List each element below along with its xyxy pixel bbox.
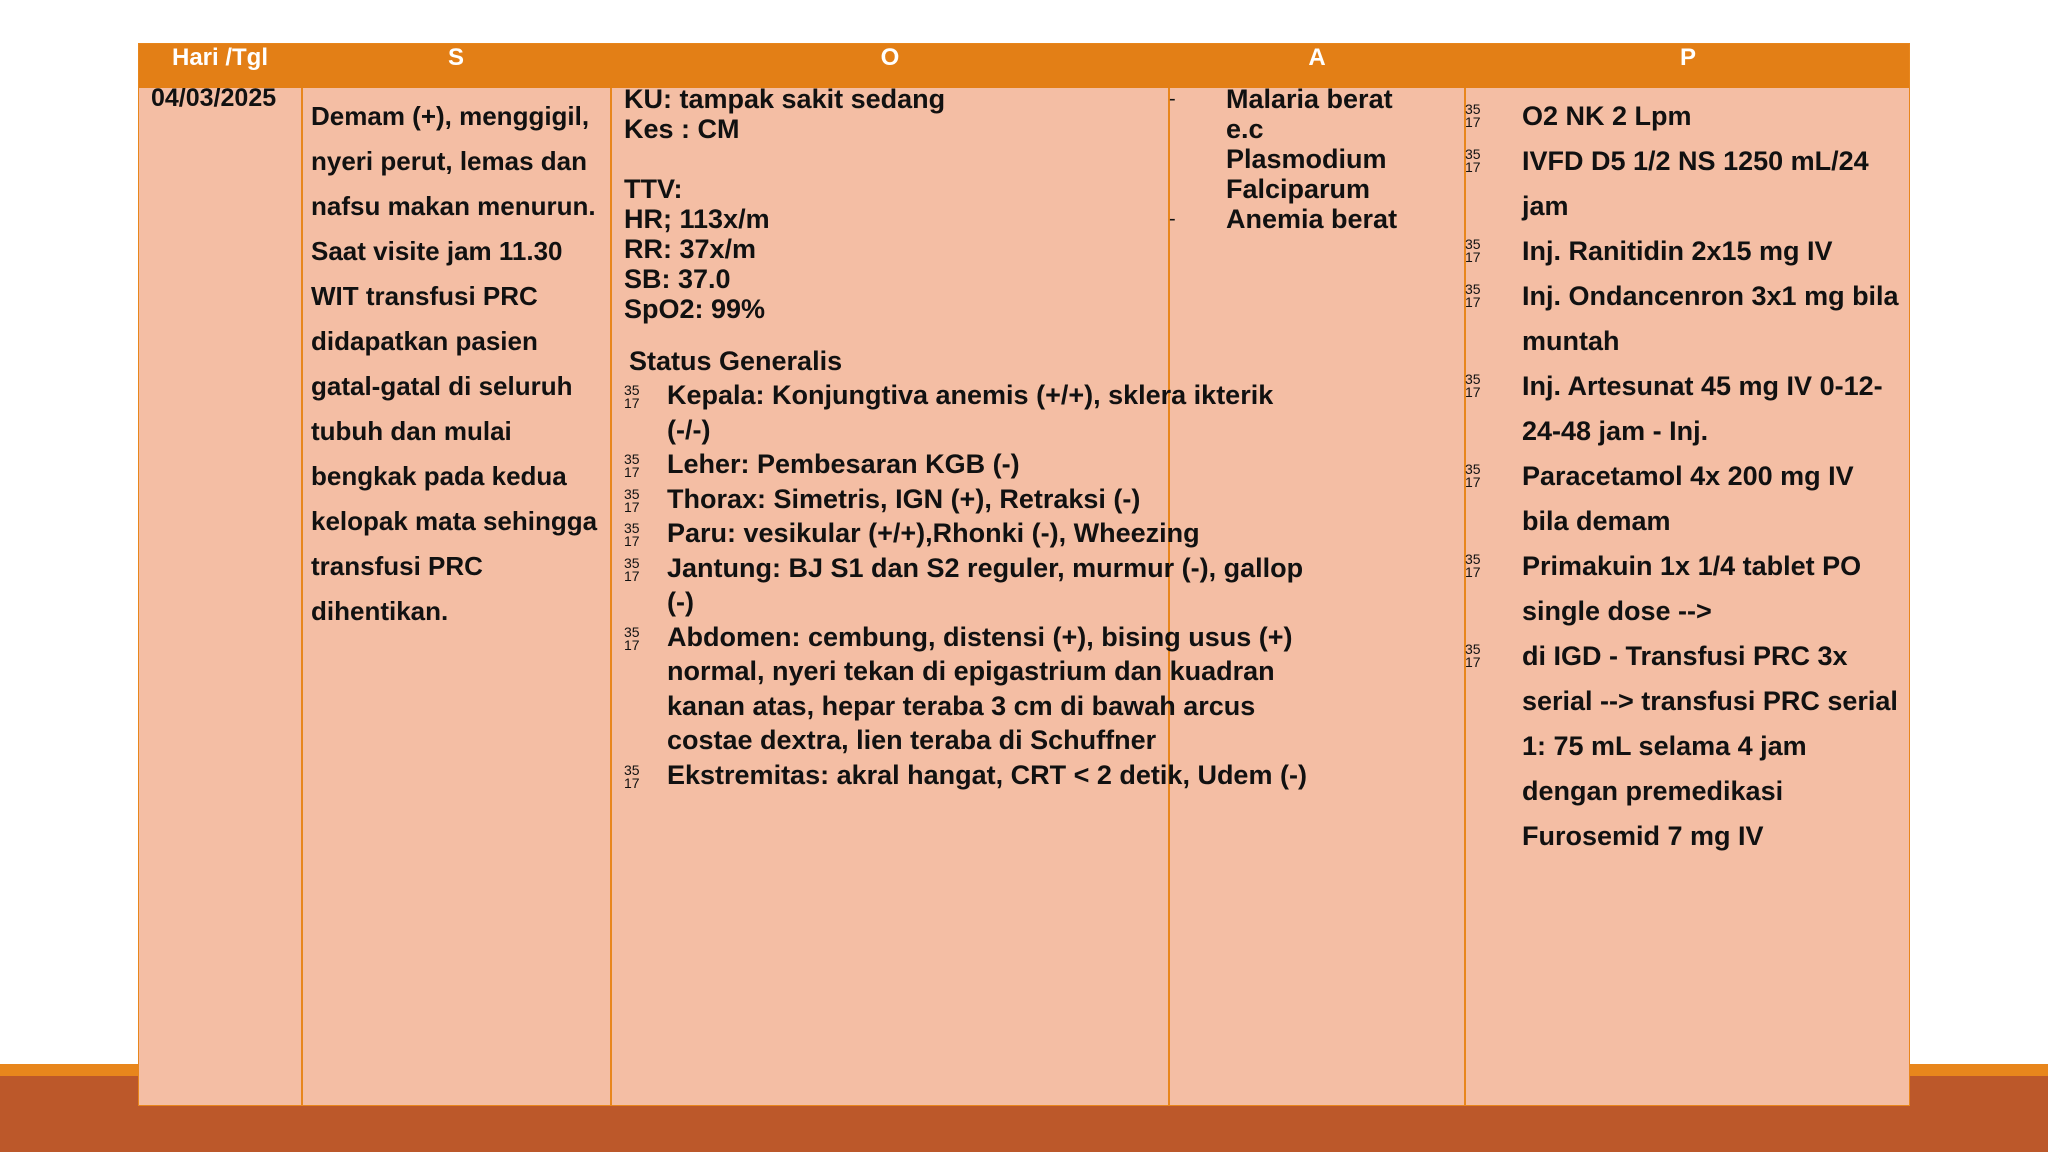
bullet-icon: 35 17 <box>1465 236 1481 265</box>
kes-text: Kes : CM <box>624 114 740 144</box>
header-hari-tgl: Hari /Tgl <box>171 44 268 71</box>
sb-text: SB: 37.0 <box>624 264 731 294</box>
bullet-icon: 35 17 <box>1465 461 1481 490</box>
plan-list <box>1465 94 1905 859</box>
list-item: 35 17 IVFD D5 1/2 NS 1250 mL/24 jam <box>1465 146 1869 221</box>
list-item: 35 17 Kepala: Konjungtiva anemis (+/+), sklera ikterik (-/-) <box>624 380 1274 445</box>
list-item: 35 17 Inj. Ranitidin 2x15 mg IV <box>1465 236 1833 266</box>
list-item: 35 17 Inj. Ondancenron 3x1 mg bila muntah <box>1465 281 1899 356</box>
bullet-icon: 35 17 <box>1465 551 1481 580</box>
column-divider <box>301 88 303 1105</box>
bullet-icon: 35 17 <box>624 761 640 791</box>
list-item: 35 17 Thorax: Simetris, IGN (+), Retraksi (-) <box>624 483 1141 515</box>
subjective-text: Demam (+), menggigil, nyeri perut, lemas dan nafsu makan menurun. Saat visite jam 11.30 WIT transfusi PRC didapatkan pasien gatal-gatal di seluruh tubuh dan mulai bengkak pada kedua kelopak mata sehingga transfusi PRC dihentikan. <box>311 101 598 626</box>
table-header <box>139 44 1909 88</box>
bullet-icon: 35 17 <box>624 554 640 584</box>
hr-text: HR; 113x/m <box>624 204 770 234</box>
list-item: 35 17 Abdomen: cembung, distensi (+), bising usus (+) normal, nyeri tekan di epigastrium dan kuadran kanan atas, hepar teraba 3 cm di bawah arcus costae dextra, lien teraba di Schuffner <box>624 621 1293 755</box>
assessment-cell <box>1169 84 1419 234</box>
list-item: 35 17 Leher: Pembesaran KGB (-) <box>624 449 1020 480</box>
bullet-icon: 35 17 <box>624 382 640 411</box>
bullet-icon: 35 17 <box>1465 641 1481 670</box>
header-s: S <box>447 44 464 71</box>
list-item: 35 17 Ekstremitas: akral hangat, CRT < 2 detik, Udem (-) <box>624 759 1307 791</box>
spo2-text: SpO2: 99% <box>624 294 766 324</box>
header-p: P <box>1679 44 1696 71</box>
header-a: A <box>1308 44 1326 71</box>
dash-icon: - <box>1169 88 1176 110</box>
bullet-icon: 35 17 <box>624 623 640 653</box>
ku-text: KU: tampak sakit sedang <box>624 84 946 114</box>
bullet-icon: 35 17 <box>624 485 640 515</box>
list-item: 35 17 di IGD - Transfusi PRC 3x serial --> transfusi PRC serial 1: 75 mL selama 4 jam dengan premedikasi Furosemid 7 mg IV <box>1465 641 1898 851</box>
list-item: 35 17 Inj. Artesunat 45 mg IV 0-12-24-48 jam - Inj. <box>1465 371 1883 446</box>
list-item: 35 17 Paracetamol 4x 200 mg IV bila demam <box>1465 461 1854 536</box>
rr-text: RR: 37x/m <box>624 234 757 264</box>
plan-cell <box>1465 94 1905 859</box>
bullet-icon: 35 17 <box>624 520 640 549</box>
list-item: - Malaria berat e.c Plasmodium Falciparum <box>1169 84 1393 204</box>
list-item: - Anemia berat <box>1169 204 1398 234</box>
column-divider <box>610 88 612 1105</box>
header-o: O <box>880 44 900 71</box>
bullet-icon: 35 17 <box>1465 146 1481 175</box>
list-item: 35 17 Primakuin 1x 1/4 tablet PO single dose --> <box>1465 551 1862 626</box>
soap-table <box>138 43 1910 1106</box>
list-item: 35 17 Paru: vesikular (+/+),Rhonki (-), Wheezing <box>624 518 1200 549</box>
status-generalis-title: Status Generalis <box>629 346 843 376</box>
date-cell: 04/03/2025 <box>151 84 277 112</box>
list-item: 35 17 Jantung: BJ S1 dan S2 reguler, murmur (-), gallop (-) <box>624 552 1304 617</box>
ttv-title: TTV: <box>624 174 683 204</box>
bullet-icon: 35 17 <box>1465 371 1481 400</box>
list-item: 35 17 O2 NK 2 Lpm <box>1465 101 1692 131</box>
bullet-icon: 35 17 <box>1465 101 1481 130</box>
dash-icon: - <box>1169 208 1176 230</box>
bullet-icon: 35 17 <box>624 451 640 480</box>
bullet-icon: 35 17 <box>1465 281 1481 310</box>
status-generalis-list <box>624 378 1314 792</box>
